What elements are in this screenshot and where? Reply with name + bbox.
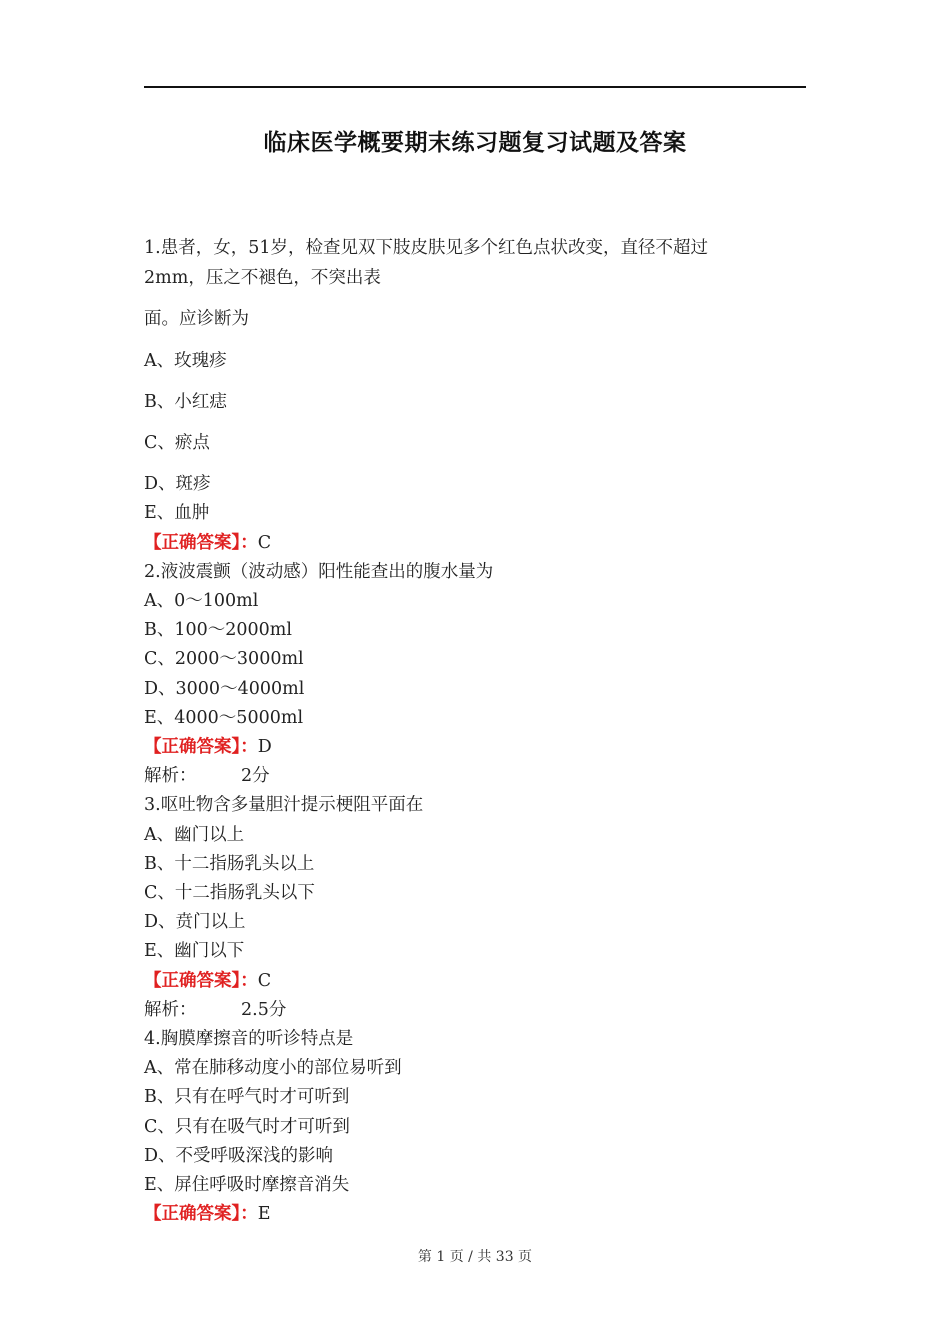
question-1-answer [144, 532, 271, 554]
question-3-option-c: C、十二指肠乳头以下 [144, 883, 315, 903]
question-4-option-d: D、不受呼吸深浅的影响 [144, 1146, 334, 1166]
question-1-stem-line-1: 1.患者，女，51岁，检查见双下肢皮肤见多个红色点状改变，直径不超过 [144, 238, 708, 258]
question-1-stem-line-3: 面。应诊断为 [144, 309, 249, 329]
answer-value: C [257, 533, 272, 553]
question-3-analysis: 解析： 2.5分 [144, 1000, 287, 1020]
answer-value: E [257, 1204, 271, 1224]
question-2-answer [144, 736, 272, 758]
question-4-option-e: E、屏住呼吸时摩擦音消失 [144, 1175, 350, 1195]
question-3-option-e: E、幽门以下 [144, 941, 245, 961]
question-2-analysis: 解析： 2分 [144, 766, 270, 786]
question-3-answer [144, 970, 271, 992]
question-3-option-a: A、幽门以上 [144, 825, 245, 845]
question-4-answer [144, 1203, 271, 1225]
question-4-option-b: B、只有在呼气时才可听到 [144, 1087, 350, 1107]
answer-value: C [257, 971, 272, 991]
question-4-stem: 4.胸膜摩擦音的听诊特点是 [144, 1029, 354, 1049]
question-2-option-e: E、4000～5000ml [144, 708, 304, 728]
answer-label: 【正确答案】： [144, 533, 258, 553]
question-1-option-d: D、斑疹 [144, 474, 211, 494]
page-footer: 第 1 页 / 共 33 页 [417, 1249, 533, 1265]
question-1-option-e: E、血肿 [144, 503, 210, 523]
question-1-option-a: A、玫瑰疹 [144, 351, 227, 371]
question-2-option-b: B、100～2000ml [144, 620, 292, 640]
question-2-option-c: C、2000～3000ml [144, 649, 304, 669]
question-4-option-c: C、只有在吸气时才可听到 [144, 1117, 350, 1137]
question-3-option-b: B、十二指肠乳头以上 [144, 854, 315, 874]
question-4-option-a: A、常在肺移动度小的部位易听到 [144, 1058, 402, 1078]
answer-label: 【正确答案】： [144, 737, 258, 757]
answer-label: 【正确答案】： [144, 1204, 258, 1224]
answer-value: D [257, 737, 272, 757]
question-1-stem-line-2: 2mm，压之不褪色，不突出表 [144, 268, 381, 288]
answer-label: 【正确答案】： [144, 971, 258, 991]
question-1-option-c: C、瘀点 [144, 433, 210, 453]
question-3-stem: 3.呕吐物含多量胆汁提示梗阻平面在 [144, 795, 424, 815]
question-3-option-d: D、贲门以上 [144, 912, 246, 932]
document-title: 临床医学概要期末练习题复习试题及答案 [263, 130, 687, 156]
header-rule [144, 86, 806, 88]
question-1-option-b: B、小红痣 [144, 392, 227, 412]
question-2-option-d: D、3000～4000ml [144, 679, 305, 699]
question-2-stem: 2.液波震颤（波动感）阳性能查出的腹水量为 [144, 562, 494, 582]
question-2-option-a: A、0～100ml [144, 591, 259, 611]
